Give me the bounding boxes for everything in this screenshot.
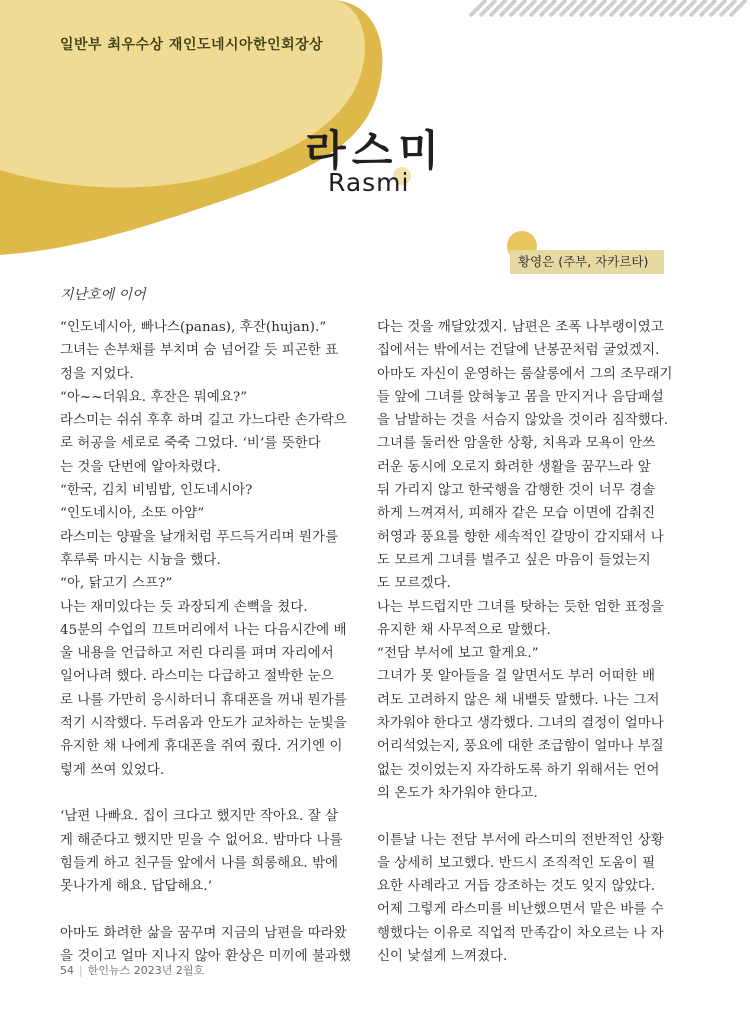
body-text-line: 아마도 자신이 운영하는 룸살롱에서 그의 조무래기: [377, 366, 673, 382]
body-text-line: 집에서는 밖에서는 건달에 난봉꾼처럼 굴었겠지.: [377, 343, 660, 359]
body-text-line: 라스미는 쉬쉬 후후 하며 길고 가느다란 손가락으: [60, 413, 347, 429]
corner-stripes: [470, 0, 746, 16]
body-text-line: “인도네시아, 빠나스(panas), 후잔(hujan).”: [60, 320, 327, 335]
paragraph-gap: [377, 805, 671, 828]
page-footer: [60, 962, 204, 978]
body-text-line: “아, 닭고기 스프?”: [60, 576, 173, 592]
paragraph-gap: [60, 782, 354, 805]
body-text-line: 뒤 가리지 않고 한국행을 감행한 것이 너무 경솔: [377, 483, 656, 499]
body-text-line: 로 허공을 세로로 죽죽 그었다. ‘비’를 뜻한다: [60, 436, 321, 452]
body-text-line: 유지한 채 나에게 휴대폰을 쥐여 줬다. 거기엔 이: [60, 739, 343, 755]
body-text-line: 울 내용을 언급하고 저린 다리를 펴며 자리에서: [60, 646, 334, 662]
body-text-line: 도 모르겠다.: [377, 576, 451, 592]
body-text-line: 정을 지었다.: [60, 366, 134, 382]
body-text-line: 러운 동시에 오로지 화려한 생활을 꿈꾸느라 앞: [377, 459, 651, 475]
publication-name: 한인뉴스 2023년 2월호: [87, 964, 205, 977]
body-text-line: “한국, 김치 비빔밥, 인도네시아?: [60, 483, 253, 499]
body-text-line: 신이 낯설게 느껴졌다.: [377, 949, 508, 965]
body-text-line: 행했다는 이유로 직업적 만족감이 차오르는 나 자: [377, 925, 664, 941]
body-text-line: 로 나를 가만히 응시하더니 휴대폰을 꺼내 뭔가를: [60, 692, 347, 708]
body-text-line: 유지한 채 사무적으로 말했다.: [377, 622, 551, 638]
left-column: [60, 316, 354, 968]
body-text-line: 적기 시작했다. 두려움과 안도가 교차하는 눈빛을: [60, 716, 347, 732]
body-text-line: 하게 느껴져서, 피해자 같은 모습 이면에 감춰진: [377, 506, 656, 522]
body-text-line: 못나가게 해요. 답답해요.’: [60, 879, 213, 895]
body-text-line: 이튿날 나는 전담 부서에 라스미의 전반적인 상황: [377, 832, 664, 848]
story-title: 라스미: [305, 126, 445, 175]
body-text-line: 일어나려 했다. 라스미는 다급하고 절박한 눈으: [60, 669, 334, 685]
body-text-line: 도 모르게 그녀를 벌주고 싶은 마음이 들었는지: [377, 552, 651, 568]
page-number: 54: [60, 964, 74, 977]
body-text-line: 어리석었는지, 풍요에 대한 조급함이 얼마나 부질: [377, 739, 664, 755]
body-text-line: 그녀를 둘러싼 암울한 상황, 치욕과 모욕이 안쓰: [377, 436, 656, 452]
right-column: [377, 316, 671, 968]
body-text-line: 후루룩 마시는 시늉을 했다.: [60, 552, 221, 568]
story-title-english: Rasmi: [328, 168, 410, 197]
footer-separator: |: [79, 964, 83, 977]
continued-note: 지난호에 이어: [60, 287, 146, 303]
body-text-line: 게 해준다고 했지만 믿을 수 없어요. 밤마다 나를: [60, 832, 343, 848]
body-text-line: 려도 고려하지 않은 채 내뱉듯 말했다. 나는 그저: [377, 692, 660, 708]
body-text-line: 나는 재미있다는 듯 과장되게 손뼉을 쳤다.: [60, 599, 308, 615]
author-byline: 황영은 (주부, 자카르타): [510, 250, 664, 274]
body-text-line: 없는 것이었는지 자각하도록 하기 위해서는 언어: [377, 762, 660, 778]
body-text-line: 다는 것을 깨달았겠지. 남편은 조폭 나부랭이였고: [377, 320, 664, 335]
award-label: 일반부 최우수상 재인도네시아한인회장상: [60, 37, 324, 53]
body-text-line: ‘남편 나빠요. 집이 크다고 했지만 작아요. 잘 살: [60, 809, 339, 825]
body-text-line: 을 남발하는 것을 서슴지 않았을 것이라 짐작했다.: [377, 413, 669, 429]
body-text-line: 의 온도가 차가워야 한다고.: [377, 785, 538, 801]
body-text-line: 라스미는 양팔을 날개처럼 푸드득거리며 뭔가를: [60, 529, 339, 545]
body-text-line: 나는 부드럽지만 그녀를 탓하는 듯한 엄한 표정을: [377, 599, 664, 615]
body-text-line: “전담 부서에 보고 할게요.”: [377, 646, 539, 662]
body-text-line: 허영과 풍요를 향한 세속적인 갈망이 감지돼서 나: [377, 529, 664, 545]
body-text-line: “아~~더워요. 후잔은 뭐예요?”: [60, 389, 248, 405]
body-text-line: 어제 그렇게 라스미를 비난했으면서 맡은 바를 수: [377, 902, 664, 918]
body-text-line: 을 상세히 보고했다. 반드시 조직적인 도움이 필: [377, 855, 656, 871]
body-text-line: 을 것이고 얼마 지나지 않아 환상은 미끼에 불과했: [60, 949, 352, 965]
body-text-line: 아마도 화려한 삶을 꿈꾸며 지금의 남편을 따라왔: [60, 925, 347, 941]
body-text-line: 45분의 수업의 끄트머리에서 나는 다음시간에 배: [60, 622, 347, 638]
body-text-line: 그녀는 손부채를 부치며 숨 넘어갈 듯 피곤한 표: [60, 343, 339, 359]
body-text-line: 힘들게 하고 친구들 앞에서 나를 희롱해요. 밖에: [60, 855, 339, 871]
paragraph-gap: [60, 898, 354, 921]
body-text-line: 렇게 쓰여 있었다.: [60, 762, 165, 778]
body-text-line: 는 것을 단번에 알아차렸다.: [60, 459, 221, 475]
body-text-line: 차가워야 한다고 생각했다. 그녀의 결정이 얼마나: [377, 716, 664, 732]
body-text-line: 들 앞에 그녀를 앉혀놓고 몸을 만지거나 음담패설: [377, 389, 664, 405]
body-text-line: 그녀가 못 알아들을 걸 알면서도 부러 어떠한 배: [377, 669, 656, 685]
body-text-line: 요한 사례라고 거듭 강조하는 것도 잊지 않았다.: [377, 879, 656, 895]
body-text-line: “인도네시아, 소또 아얌”: [60, 506, 205, 522]
